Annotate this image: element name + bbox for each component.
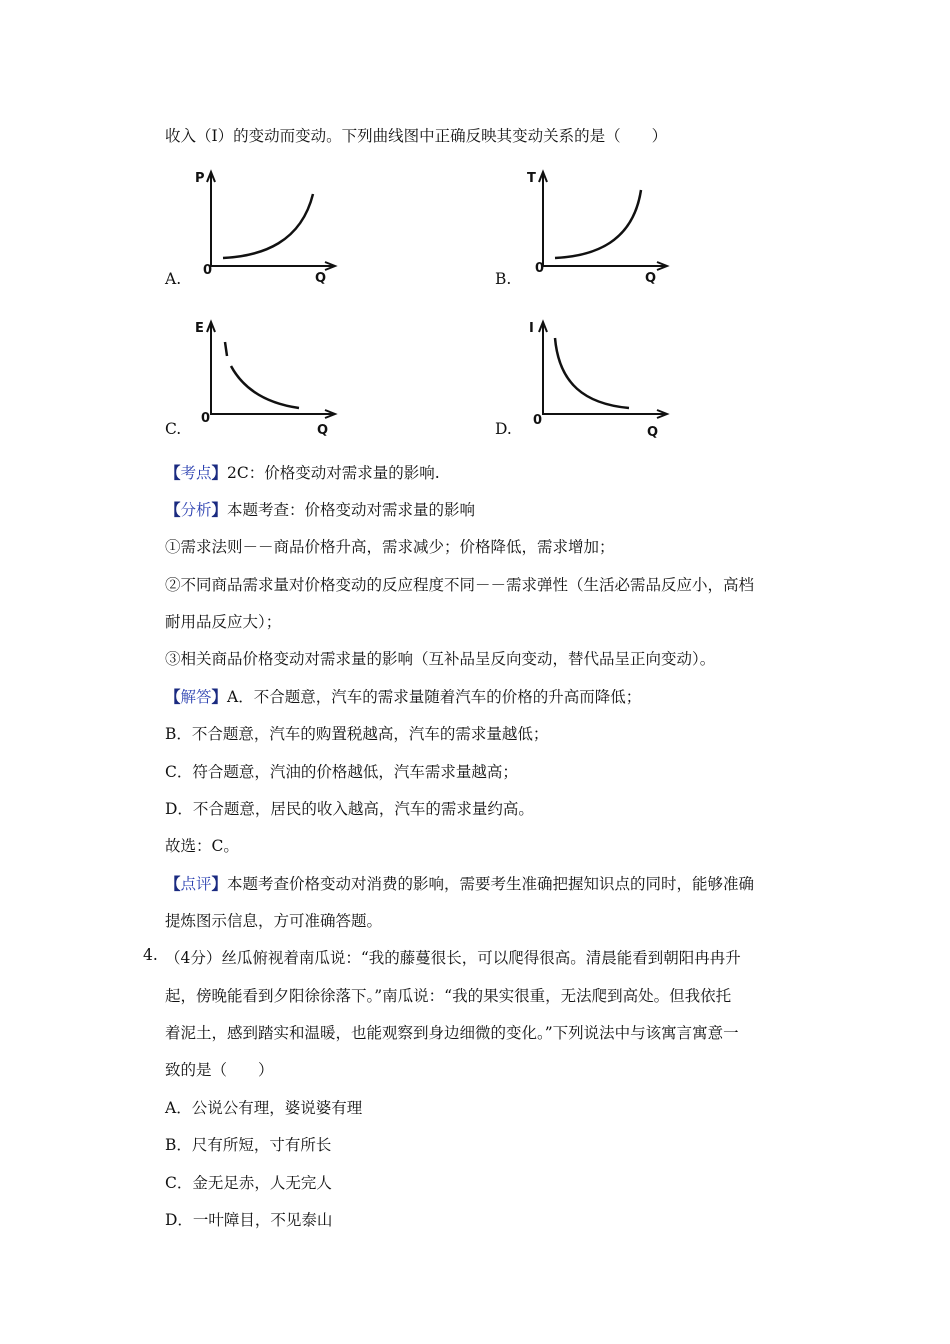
answer-line: 故选：C。 xyxy=(165,837,239,855)
fenxi-line: 【分析】本题考查：价格变动对需求量的影响 xyxy=(165,500,476,519)
dianping-line: 【点评】本题考查价格变动对消费的影响，需要考生准确把握知识点的同时，能够准确 xyxy=(165,874,755,893)
answer-line: B．不合题意，汽车的购置税越高，汽车的需求量越低； xyxy=(165,725,549,743)
jieda-line: 【解答】A．不合题意，汽车的需求量随着汽车的价格的升高而降低； xyxy=(165,687,642,706)
analysis-line: 耐用品反应大）； xyxy=(165,613,282,631)
option-c: C．金无足赤，人无完人 xyxy=(165,1174,332,1192)
curve xyxy=(223,194,313,258)
svg-text:0: 0 xyxy=(535,261,545,276)
jieda-text: A．不合题意，汽车的需求量随着汽车的价格的升高而降低； xyxy=(227,688,642,706)
curve xyxy=(225,342,299,408)
graph-d xyxy=(525,314,675,444)
option-c-label: C. xyxy=(165,420,182,438)
option-d-label: D. xyxy=(495,420,512,438)
option-a: A．公说公有理，婆说婆有理 xyxy=(165,1099,363,1117)
dianping-cont: 提炼图示信息，方可准确答题。 xyxy=(165,912,383,930)
kaodian-text: 2C：价格变动对需求量的影响. xyxy=(227,464,440,482)
svg-text:E: E xyxy=(195,321,204,336)
dianping-tag: 点评 xyxy=(180,875,212,893)
svg-text:0: 0 xyxy=(533,413,543,428)
dianping-text: 本题考查价格变动对消费的影响，需要考生准确把握知识点的同时，能够准确 xyxy=(227,875,755,893)
svg-text:T: T xyxy=(527,171,536,186)
question-text: 致的是（ ） xyxy=(165,1061,274,1079)
option-a-label: A. xyxy=(165,270,182,288)
curve xyxy=(555,190,641,258)
analysis-line: ①需求法则－－商品价格升高，需求减少；价格降低，需求增加； xyxy=(165,538,615,556)
graph-b xyxy=(525,164,675,294)
question-number: 4. xyxy=(143,946,158,964)
analysis-line: ③相关商品价格变动对需求量的影响（互补品呈反向变动，替代品呈正向变动）。 xyxy=(165,650,716,668)
jieda-tag: 解答 xyxy=(180,688,212,706)
svg-text:Q: Q xyxy=(645,271,657,286)
svg-text:0: 0 xyxy=(201,411,211,426)
answer-line: D．不合题意，居民的收入越高，汽车的需求量约高。 xyxy=(165,800,534,818)
svg-text:Q: Q xyxy=(317,423,329,438)
question-intro: 收入（I）的变动而变动。下列曲线图中正确反映其变动关系的是（ ） xyxy=(165,127,668,145)
graph-a xyxy=(193,164,343,294)
svg-text:0: 0 xyxy=(203,263,213,278)
svg-text:Q: Q xyxy=(315,271,327,286)
kaodian-tag: 考点 xyxy=(180,464,212,482)
graph-c xyxy=(193,314,343,444)
y-axis-label: P xyxy=(195,171,205,186)
svg-text:I: I xyxy=(529,321,534,336)
svg-text:Q: Q xyxy=(647,425,659,440)
question-text: （4分）丝瓜俯视着南瓜说：“我的藤蔓很长，可以爬得很高。清晨能看到朝阳冉冉升 xyxy=(165,949,741,967)
answer-line: C．符合题意，汽油的价格越低，汽车需求量越高； xyxy=(165,763,518,781)
question-text: 起，傍晚能看到夕阳徐徐落下。”南瓜说：“我的果实很重，无法爬到高处。但我依托 xyxy=(165,987,732,1005)
option-d: D．一叶障目，不见泰山 xyxy=(165,1211,333,1229)
fenxi-text: 本题考查：价格变动对需求量的影响 xyxy=(227,501,476,519)
option-b-label: B. xyxy=(495,270,512,288)
option-b: B．尺有所短，寸有所长 xyxy=(165,1136,332,1154)
analysis-line: ②不同商品需求量对价格变动的反应程度不同－－需求弹性（生活必需品反应小，高档 xyxy=(165,576,755,594)
question-text: 着泥土，感到踏实和温暖，也能观察到身边细微的变化。”下列说法中与该寓言寓意一 xyxy=(165,1024,739,1042)
kaodian-line: 【考点】2C：价格变动对需求量的影响. xyxy=(165,463,440,482)
fenxi-tag: 分析 xyxy=(180,501,212,519)
curve xyxy=(555,338,629,408)
